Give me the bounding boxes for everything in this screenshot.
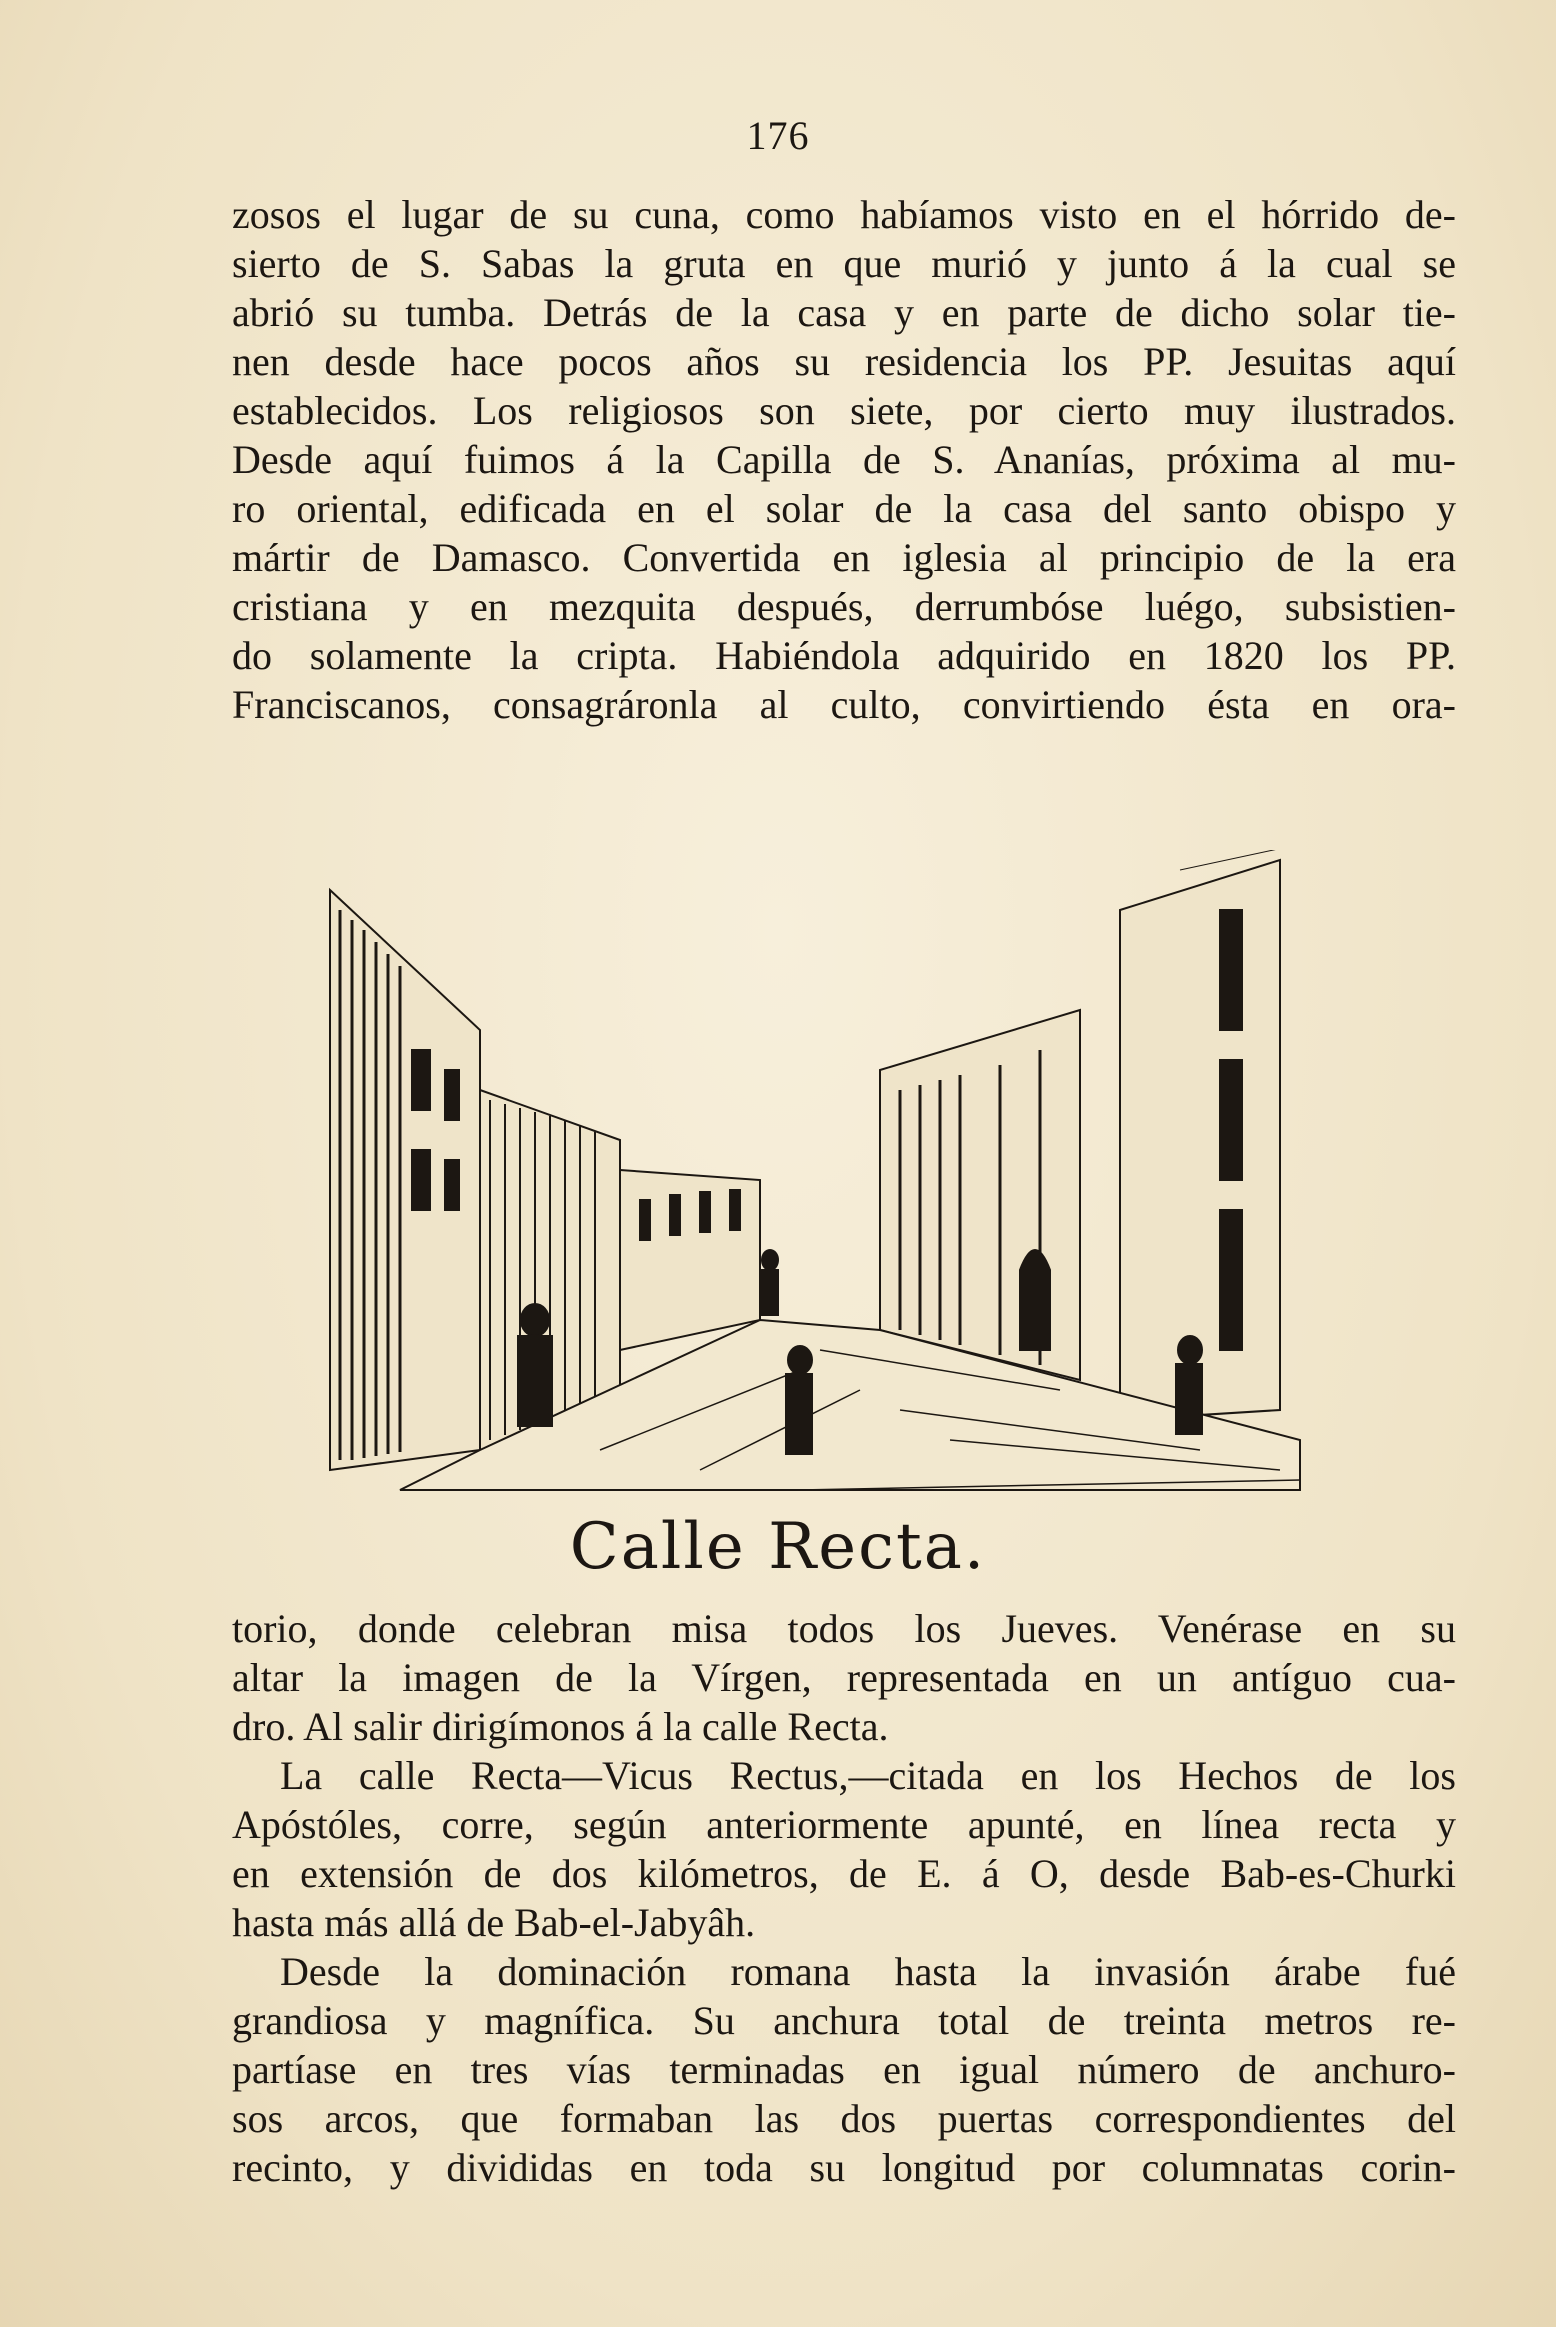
text-line: ro oriental, edificada en el solar de la casa del santo obispo y bbox=[232, 486, 1456, 531]
text-line: sierto de S. Sabas la gruta en que murió y junto á la cual se bbox=[232, 241, 1456, 286]
bottom-paragraphs bbox=[232, 1604, 1456, 2192]
text-line: dro. Al salir dirigímonos á la calle Recta. bbox=[232, 1704, 889, 1749]
text-line: grandiosa y magnífica. Su anchura total de treinta metros re- bbox=[232, 1998, 1456, 2043]
text-line: La calle Recta—Vicus Rectus,—citada en los Hechos de los bbox=[280, 1753, 1456, 1798]
text-line: torio, donde celebran misa todos los Jueves. Venérase en su bbox=[232, 1606, 1456, 1651]
text-line: Desde aquí fuimos á la Capilla de S. Ananías, próxima al mu- bbox=[232, 437, 1456, 482]
text-line: recinto, y divididas en toda su longitud por columnatas corin- bbox=[232, 2145, 1456, 2190]
text-line: Desde la dominación romana hasta la invasión árabe fué bbox=[280, 1949, 1456, 1994]
street-engraving-illustration bbox=[300, 850, 1340, 1500]
text-line: nen desde hace pocos años su residencia los PP. Jesuitas aquí bbox=[232, 339, 1456, 384]
text-line: altar la imagen de la Vírgen, representada en un antíguo cua- bbox=[232, 1655, 1456, 1700]
text-line: Apóstóles, corre, según anteriormente apunté, en línea recta y bbox=[232, 1802, 1456, 1847]
text-line: partíase en tres vías terminadas en igual número de anchuro- bbox=[232, 2047, 1456, 2092]
page-number: 176 bbox=[746, 113, 810, 158]
text-line: zosos el lugar de su cuna, como habíamos visto en el hórrido de- bbox=[232, 192, 1456, 237]
illustration-caption: Calle Recta. bbox=[569, 1510, 987, 1584]
text-line: sos arcos, que formaban las dos puertas correspondientes del bbox=[232, 2096, 1456, 2141]
top-paragraph bbox=[232, 190, 1456, 729]
text-line: cristiana y en mezquita después, derrumbóse luégo, subsistien- bbox=[232, 584, 1456, 629]
text-line: abrió su tumba. Detrás de la casa y en parte de dicho solar tie- bbox=[232, 290, 1456, 335]
text-line: Franciscanos, consagráronla al culto, convirtiendo ésta en ora- bbox=[232, 682, 1456, 727]
text-line: mártir de Damasco. Convertida en iglesia al principio de la era bbox=[232, 535, 1456, 580]
text-line: establecidos. Los religiosos son siete, por cierto muy ilustrados. bbox=[232, 388, 1456, 433]
text-line: hasta más allá de Bab-el-Jabyâh. bbox=[232, 1900, 756, 1945]
text-line: do solamente la cripta. Habiéndola adquirido en 1820 los PP. bbox=[232, 633, 1456, 678]
text-line: en extensión de dos kilómetros, de E. á O, desde Bab-es-Churki bbox=[232, 1851, 1456, 1896]
